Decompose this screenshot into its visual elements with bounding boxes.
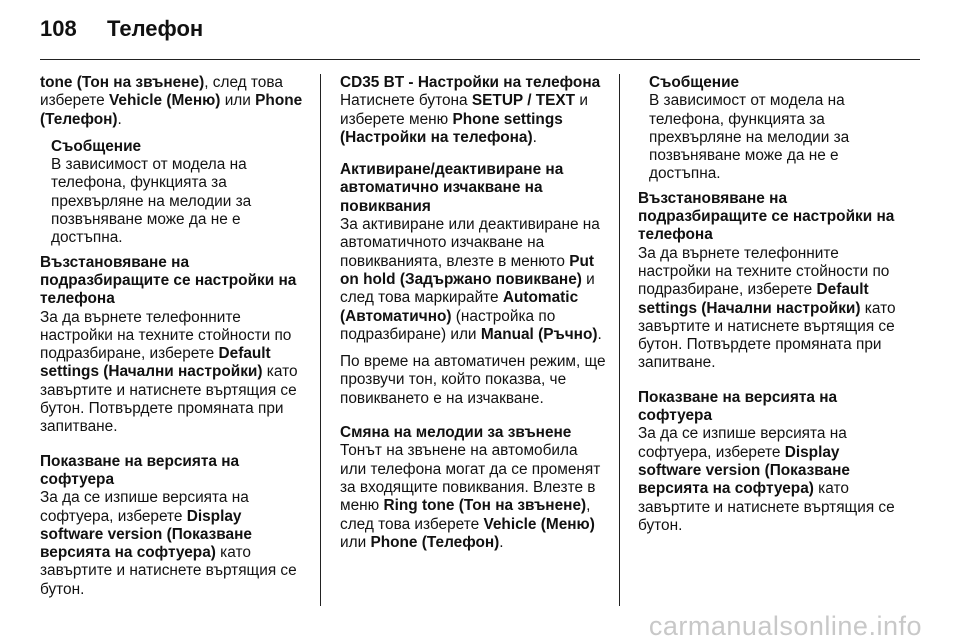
column-2 bbox=[340, 74, 606, 552]
note-box bbox=[638, 74, 906, 184]
section-heading-phone-settings: CD35 BT - Настройки на телефона bbox=[340, 74, 601, 91]
section-heading-ringtone: Смяна на мелодии за звънене bbox=[340, 424, 572, 442]
section-heading-version: Показване на версията на софтуера bbox=[638, 388, 838, 425]
watermark: carmanualsonline.info bbox=[648, 611, 922, 641]
section-heading-restore: Възстановяване на подразбиращите се настройки на телефона bbox=[40, 253, 297, 308]
column-divider bbox=[320, 74, 321, 606]
ringtone-continuation: tone (Тон на звънене), след това изберете Vehicle (Меню) или Phone (Телефон). bbox=[40, 74, 303, 128]
version-text: За да се изпише версията на софтуера, изберете Display software version (Показване версията на софтуера) като завъртите и натиснете въртящия се бутон. bbox=[638, 425, 895, 534]
phone-settings-text: Натиснете бутона SETUP / TEXT и изберете меню Phone settings (Настройки на телефона). bbox=[340, 92, 588, 146]
note-title: Съобщение bbox=[649, 74, 740, 91]
call-hold-text: За активиране или деактивиране на автоматичното изчакване на повикванията, влезте в менюто Put on hold (Задържано повикване) и след това маркирайте Automatic (Автоматично) (настройка по подразбиране) или Manual (Ръчно). bbox=[340, 216, 602, 343]
page-number: 108 bbox=[40, 16, 77, 41]
note-text: В зависимост от модела на телефона, функцията за прехвърляне на мелодии за позвъняване може да не е достъпна. bbox=[51, 156, 252, 247]
note-text: В зависимост от модела на телефона, функцията за прехвърляне на мелодии за позвъняване може да не е достъпна. bbox=[649, 92, 850, 183]
page-header bbox=[40, 16, 920, 56]
column-1 bbox=[40, 74, 306, 599]
version-text: За да се изпише версията на софтуера, изберете Display software version (Показване версията на софтуера) като завъртите и натиснете въртящия се бутон. bbox=[40, 489, 297, 598]
section-heading-restore: Възстановяване на подразбиращите се настройки на телефона bbox=[638, 189, 895, 244]
ringtone-text: Тонът на звънене на автомобила или телефона могат да се променят за входящите повиквания. Влезте в меню Ring tone (Тон на звънене), след това изберете Vehicle (Меню) или Phone (Телефон). bbox=[340, 442, 601, 551]
section-heading-call-hold: Активиране/деактивиране на автоматично изчакване на повиквания bbox=[340, 161, 564, 215]
header-divider bbox=[40, 59, 920, 60]
column-divider bbox=[619, 74, 620, 606]
call-hold-note: По време на автоматичен режим, ще прозвучи тон, който показва, че повикването е на изчакване. bbox=[340, 353, 606, 407]
page-title: Телефон bbox=[107, 16, 204, 41]
column-3 bbox=[638, 74, 906, 535]
note-title: Съобщение bbox=[51, 137, 142, 155]
note-box bbox=[40, 138, 306, 248]
section-heading-version: Показване на версията на софтуера bbox=[40, 452, 240, 488]
restore-text: За да върнете телефонните настройки на техните стойности по подразбиране, изберете Default settings (Начални настройки) като завъртите и натиснете въртящия се бутон. Потвърдете промяната при запитване. bbox=[40, 308, 298, 436]
restore-text: За да върнете телефонните настройки на техните стойности по подразбиране, изберете Default settings (Начални настройки) като завъртите и натиснете въртящия се бутон. Потвърдете промяната при запитване. bbox=[638, 244, 896, 372]
